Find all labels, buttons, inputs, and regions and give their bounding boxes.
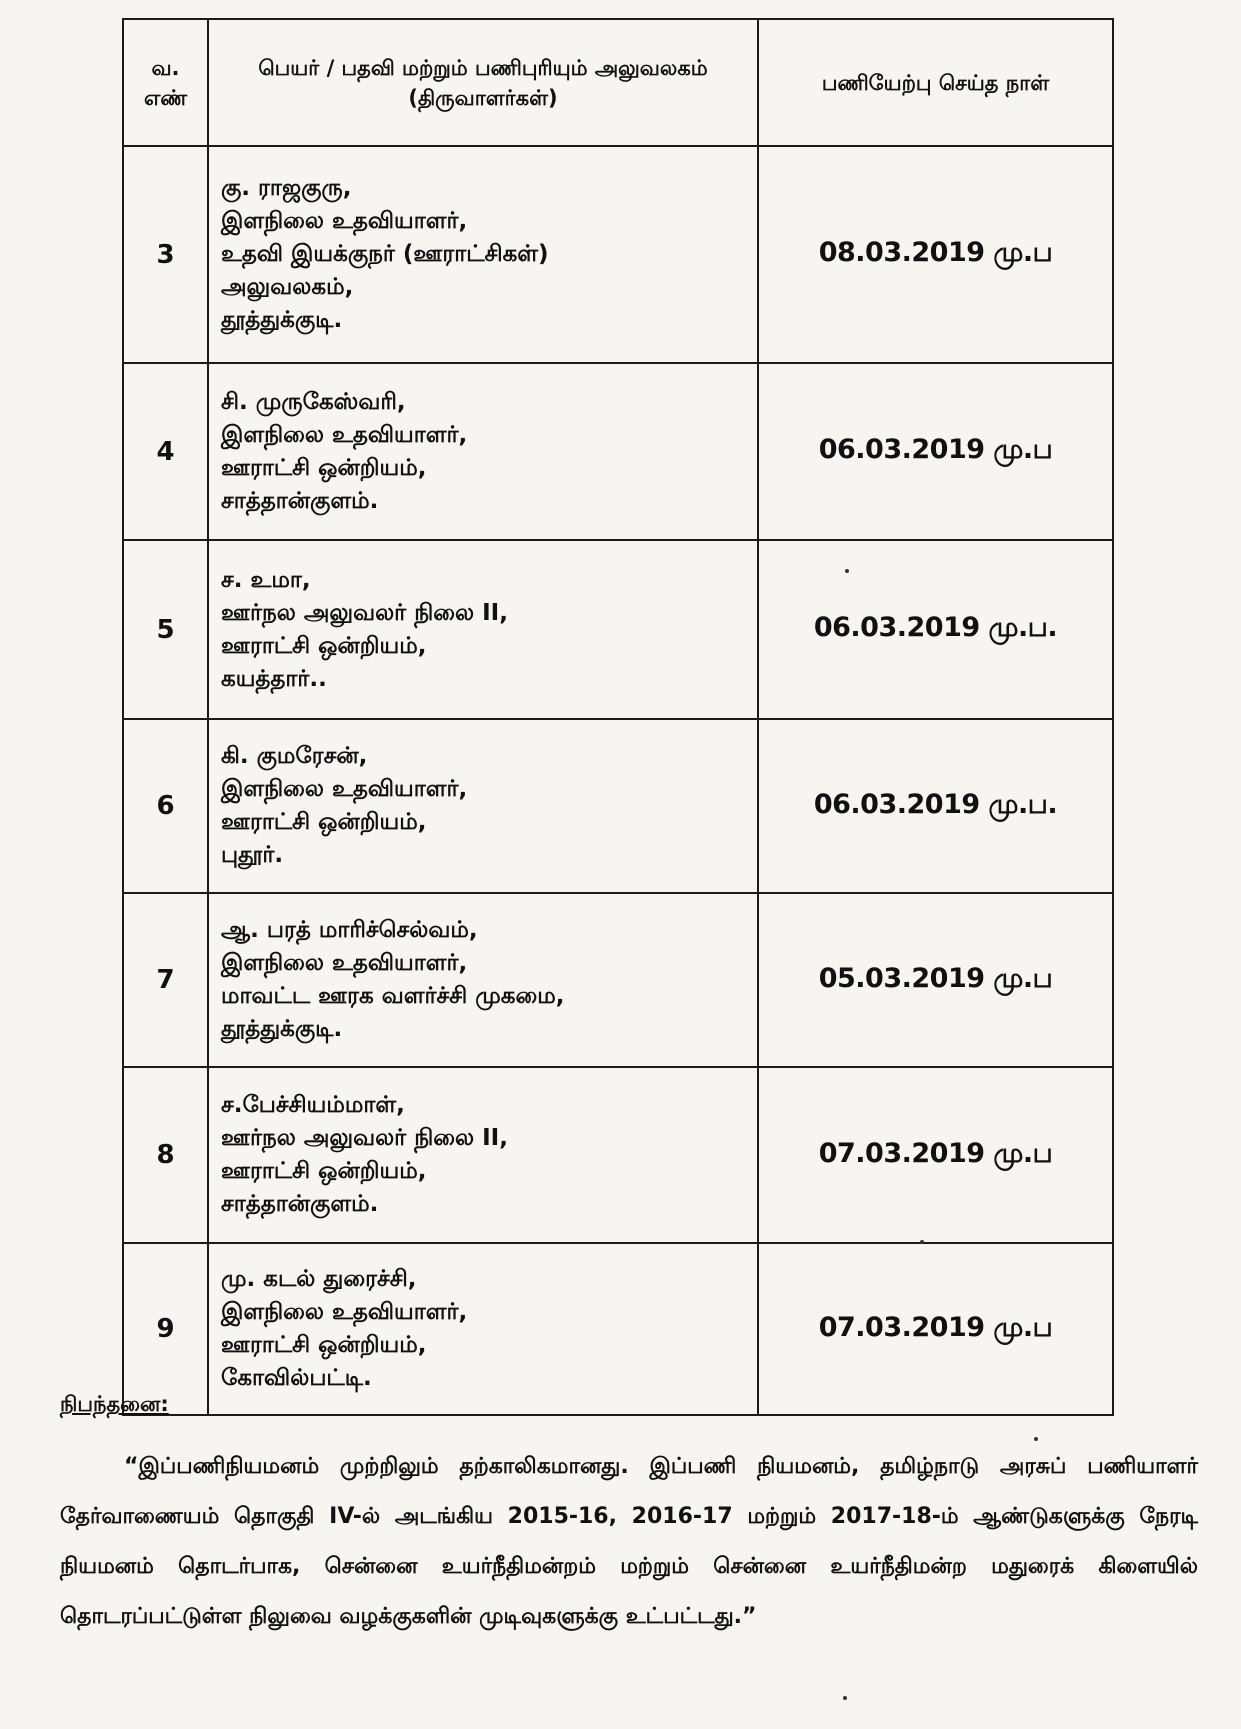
designation-line: இளநிலை உதவியாளர், bbox=[221, 950, 468, 976]
table-row bbox=[123, 1243, 1113, 1415]
row-date: 07.03.2019 மு.ப bbox=[758, 1243, 1113, 1415]
place-line: சாத்தான்குளம். bbox=[221, 487, 379, 514]
office-line: ஊராட்சி ஒன்றியம், bbox=[221, 809, 427, 835]
table-row bbox=[123, 719, 1113, 893]
table-row bbox=[123, 893, 1113, 1067]
condition-heading: நிபந்தனை: bbox=[60, 1392, 169, 1416]
name-line: கு. ராஜகுரு, bbox=[221, 175, 352, 201]
row-name-cell bbox=[208, 540, 758, 719]
place-line: கயத்தார்.. bbox=[221, 665, 327, 692]
place-line: கோவில்பட்டி. bbox=[221, 1365, 372, 1391]
name-line: ச. உமா, bbox=[221, 566, 311, 593]
place-line: புதூர். bbox=[221, 842, 284, 868]
header-sno: வ. எண் bbox=[123, 19, 208, 146]
row-name-cell bbox=[208, 1067, 758, 1243]
place-line: தூத்துக்குடி. bbox=[221, 1016, 343, 1042]
office-line: ஊராட்சி ஒன்றியம், bbox=[221, 454, 427, 481]
row-sno: 7 bbox=[123, 893, 208, 1067]
row-name-cell bbox=[208, 893, 758, 1067]
row-date: 06.03.2019 மு.ப. bbox=[758, 540, 1113, 719]
designation-line: இளநிலை உதவியாளர், bbox=[221, 208, 468, 234]
office-line: ஊராட்சி ஒன்றியம், bbox=[221, 1332, 427, 1358]
row-date: 07.03.2019 மு.ப bbox=[758, 1067, 1113, 1243]
header-name: பெயர் / பதவி மற்றும் பணிபுரியும் அலுவலகம் (திருவாளர்கள்) bbox=[208, 19, 758, 146]
office-line: மாவட்ட ஊரக வளர்ச்சி முகமை, bbox=[221, 983, 565, 1009]
scan-speck bbox=[920, 1240, 924, 1244]
row-date: 06.03.2019 மு.ப bbox=[758, 363, 1113, 540]
table-header-row bbox=[123, 19, 1113, 146]
designation-line: ஊர்நல அலுவலர் நிலை II, bbox=[221, 599, 508, 626]
place-line: தூத்துக்குடி. bbox=[221, 307, 343, 333]
office-line: ஊராட்சி ஒன்றியம், bbox=[221, 632, 427, 659]
row-sno: 4 bbox=[123, 363, 208, 540]
table-row bbox=[123, 1067, 1113, 1243]
designation-line: ஊர்நல அலுவலர் நிலை II, bbox=[221, 1125, 508, 1151]
scan-speck bbox=[843, 1696, 847, 1700]
row-name-cell bbox=[208, 719, 758, 893]
row-date: 06.03.2019 மு.ப. bbox=[758, 719, 1113, 893]
row-sno: 6 bbox=[123, 719, 208, 893]
name-line: சி. முருகேஸ்வரி, bbox=[221, 388, 406, 415]
condition-text: “இப்பணிநியமனம் முற்றிலும் தற்காலிகமானது. இப்பணி நியமனம், தமிழ்நாடு அரசுப் பணியாளர் தேர்வாணையம் தொகுதி IV-ல் அடங்கிய 2015-16, 2016-17 மற்றும் 2017-18-ம் ஆண்டுகளுக்கு நேரடி நியமனம் தொடர்பாக, சென்னை உயர்நீதிமன்றம் மற்றும் சென்னை உயர்நீதிமன்ற மதுரைக் கிளையில் தொடரப்பட்டுள்ள நிலுவை வழக்குகளின் முடிவுகளுக்கு உட்பட்டது.” bbox=[60, 1454, 1198, 1629]
table-row bbox=[123, 146, 1113, 363]
row-name-cell bbox=[208, 1243, 758, 1415]
row-date: 05.03.2019 மு.ப bbox=[758, 893, 1113, 1067]
scan-speck bbox=[1034, 1437, 1038, 1441]
office-line: அலுவலகம், bbox=[221, 274, 354, 300]
name-line: கி. குமரேசன், bbox=[221, 743, 368, 769]
designation-line: இளநிலை உதவியாளர், bbox=[221, 1299, 468, 1325]
table-row bbox=[123, 540, 1113, 719]
scan-speck bbox=[845, 569, 849, 573]
row-sno: 9 bbox=[123, 1243, 208, 1415]
header-date: பணியேற்பு செய்த நாள் bbox=[758, 19, 1113, 146]
appointment-table bbox=[122, 18, 1114, 1416]
row-sno: 3 bbox=[123, 146, 208, 363]
office-line: ஊராட்சி ஒன்றியம், bbox=[221, 1158, 427, 1184]
name-line: ஆ. பரத் மாரிச்செல்வம், bbox=[221, 917, 478, 943]
row-name-cell bbox=[208, 363, 758, 540]
name-line: மு. கடல் துரைச்சி, bbox=[221, 1266, 417, 1292]
row-sno: 5 bbox=[123, 540, 208, 719]
table-row bbox=[123, 363, 1113, 540]
place-line: சாத்தான்குளம். bbox=[221, 1191, 379, 1217]
row-sno: 8 bbox=[123, 1067, 208, 1243]
designation-line: இளநிலை உதவியாளர், bbox=[221, 776, 468, 802]
office-line: உதவி இயக்குநர் (ஊராட்சிகள்) bbox=[221, 241, 549, 267]
name-line: ச.பேச்சியம்மாள், bbox=[221, 1092, 405, 1118]
row-date: 08.03.2019 மு.ப bbox=[758, 146, 1113, 363]
designation-line: இளநிலை உதவியாளர், bbox=[221, 421, 468, 448]
row-name-cell bbox=[208, 146, 758, 363]
